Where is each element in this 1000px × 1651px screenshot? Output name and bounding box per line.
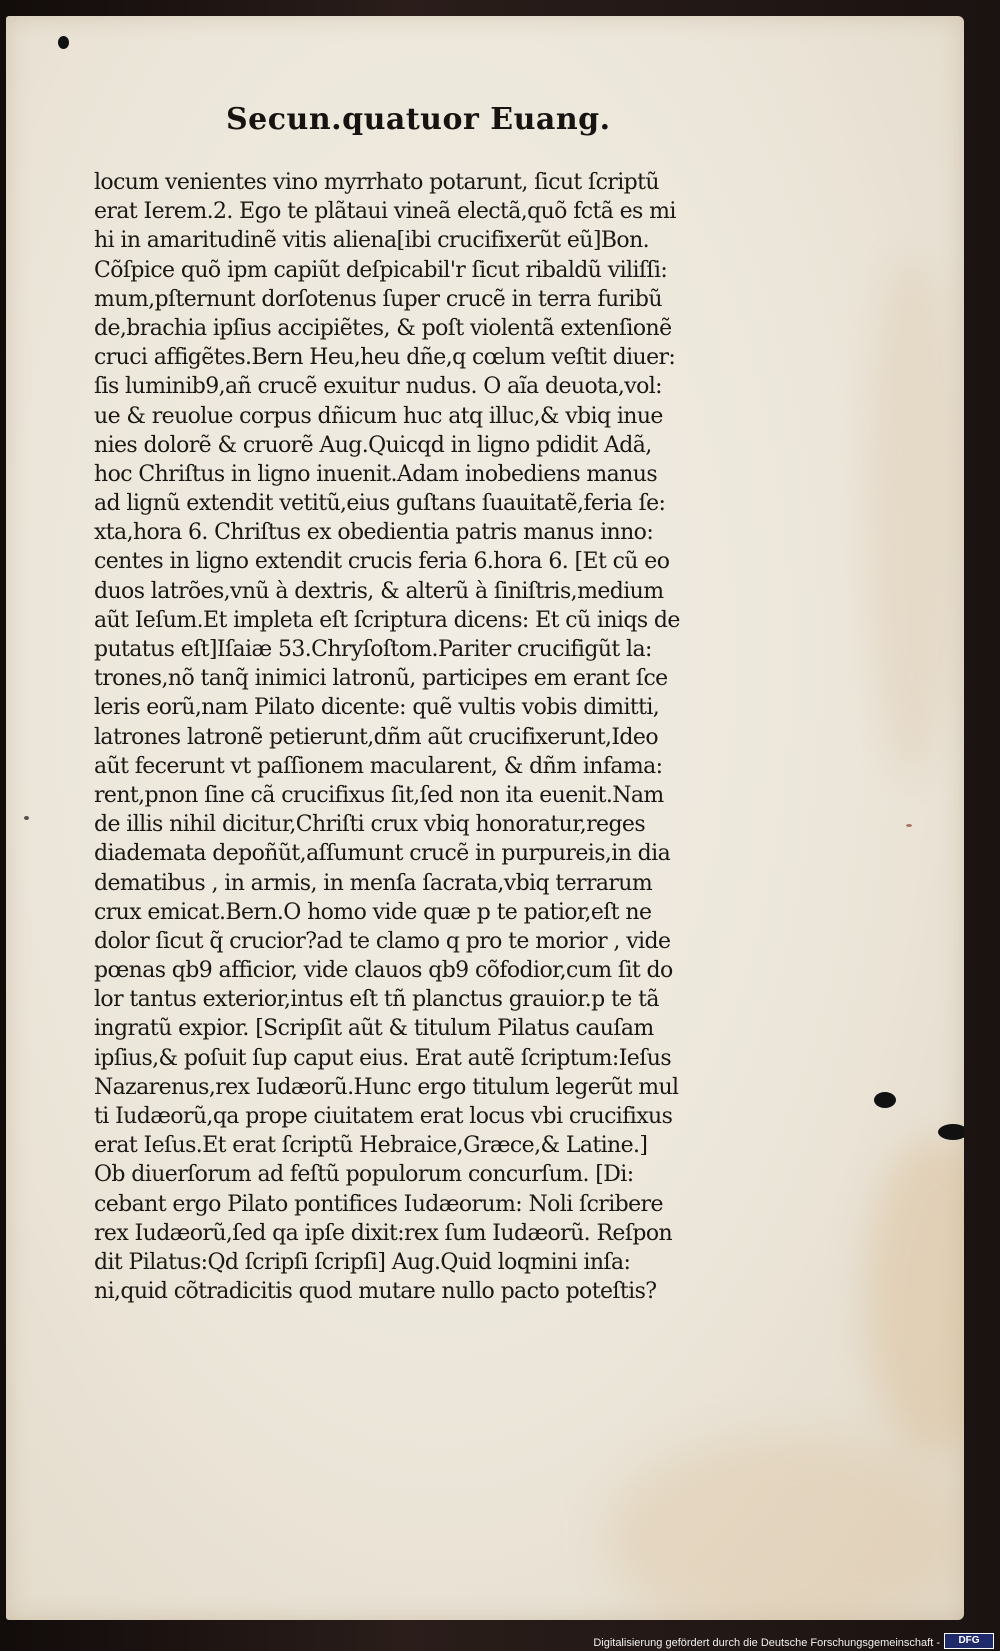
text-line: ſis luminib9,añ crucẽ exuitur nudus. O aĩa deuota,vol: bbox=[94, 374, 662, 400]
text-line: leris eorũ,nam Pilato dicente: quẽ vultis vobis dimitti, bbox=[94, 695, 660, 721]
text-line: rent,pnon ſine cã crucifixus ſit,ſed non ita euenit.Nam bbox=[94, 782, 664, 808]
text-line: pœnas qb9 afficior, vide clauos qb9 cõfodior,cum ſit do bbox=[94, 958, 673, 984]
text-line: ad lignũ extendit vetitũ,eius guſtans ſuauitatẽ,feria ſe: bbox=[94, 491, 666, 517]
text-line: xta,hora 6. Chriſtus ex obedientia patris manus inno: bbox=[94, 520, 654, 546]
text-line: Ob diuerſorum ad feſtũ populorum concurſum. [Di: bbox=[94, 1162, 634, 1188]
water-stain bbox=[606, 1436, 964, 1620]
text-line: duos latrões,vnũ à dextris, & alterũ à ſiniſtris,medium bbox=[94, 578, 664, 604]
text-line: Nazarenus,rex Iudæorũ.Hunc ergo titulum legerũt mul bbox=[94, 1074, 679, 1100]
digitization-credit: Digitalisierung gefördert durch die Deutsche Forschungsgemeinschaft - bbox=[593, 1637, 940, 1649]
ink-spot bbox=[938, 1124, 964, 1140]
text-line: locum venientes vino myrrhato potarunt, ſicut ſcriptũ bbox=[94, 170, 659, 195]
book-page bbox=[6, 16, 964, 1620]
running-head: Secun.quatuor Euang. bbox=[226, 102, 611, 137]
text-line: erat Ieſus.Et erat ſcriptũ Hebraice,Græce,& Latine.] bbox=[94, 1133, 648, 1159]
text-line: lor tantus exterior,intus eſt tñ planctus grauior.p te tã bbox=[94, 987, 659, 1013]
text-line: rex Iudæorũ,ſed qa ipſe dixit:rex ſum Iudæorũ. Reſpon bbox=[94, 1220, 673, 1246]
text-line: dematibus , in armis, in menſa ſacrata,vbiq terrarum bbox=[94, 870, 653, 896]
text-line: trones,nõ tanq̃ inimici latronũ, participes em erant ſce bbox=[94, 666, 668, 692]
text-line: mum,pſternunt dorſotenus ſuper crucẽ in terra furibũ bbox=[94, 286, 662, 312]
text-line: dolor ſicut q̃ crucior?ad te clamo q pro te morior , vide bbox=[94, 928, 671, 954]
text-line: crux emicat.Bern.O homo vide quæ p te patior,eſt ne bbox=[94, 899, 652, 925]
text-line: ni,quid cõtradicitis quod mutare nullo pacto poteſtis? bbox=[94, 1279, 657, 1305]
text-line: Cõſpice quõ ipm capiũt deſpicabil'r ſicut ribaldũ viliſſi: bbox=[94, 257, 668, 283]
text-line: putatus eſt]Iſaiæ 53.Chryſoſtom.Pariter crucifigũt la: bbox=[94, 637, 652, 662]
text-line: nies dolorẽ & cruorẽ Aug.Quicqd in ligno pdidit Adã, bbox=[94, 432, 652, 458]
text-line: erat Ierem.2. Ego te plãtaui vineã electã,quõ fctã es mi bbox=[94, 199, 676, 225]
text-line: de illis nihil dicitur,Chriſti crux vbiq honoratur,reges bbox=[94, 812, 646, 838]
text-line: cebant ergo Pilato pontifices Iudæorum: Noli ſcribere bbox=[94, 1191, 663, 1217]
text-line: de,brachia ipſius accipiẽtes, & poſt violentã extenſionẽ bbox=[94, 315, 672, 341]
text-line: aũt Ieſum.Et impleta eſt ſcriptura dicens: Et cũ iniqs de bbox=[94, 607, 680, 633]
text-line: ingratũ expior. [Scripſit aũt & titulum Pilatus cauſam bbox=[94, 1016, 654, 1042]
text-line: dit Pilatus:Qd ſcripſi ſcripſi] Aug.Quid loqmini inſa: bbox=[94, 1249, 631, 1275]
text-line: centes in ligno extendit crucis feria 6.hora 6. [Et cũ eo bbox=[94, 549, 670, 575]
text-line: aũt fecerunt vt paſſionem macularent, & dñm infama: bbox=[94, 753, 663, 779]
text-line: cruci affigẽtes.Bern Heu,heu dñe,q cœlum veſtit diuer: bbox=[94, 345, 676, 371]
dfg-logo: DFG bbox=[944, 1633, 994, 1649]
body-text bbox=[94, 168, 884, 1306]
text-line: ue & reuolue corpus dñicum huc atq illuc,& vbiq inue bbox=[94, 403, 663, 429]
text-line: latrones latronẽ petierunt,dñm aũt crucifixerunt,Ideo bbox=[94, 724, 658, 750]
ink-spot bbox=[58, 36, 69, 49]
text-line: ti Iudæorũ,qa prope ciuitatem erat locus vbi crucifixus bbox=[94, 1104, 673, 1129]
text-line: hi in amaritudinẽ vitis aliena[ibi crucifixerũt eũ]Bon. bbox=[94, 228, 650, 254]
ink-speck bbox=[906, 824, 912, 827]
text-line: ipſius,& poſuit ſup caput eius. Erat autẽ ſcriptum:Ieſus bbox=[94, 1045, 672, 1071]
text-line: diademata depoñũt,aſſumunt crucẽ in purpureis,in dia bbox=[94, 841, 671, 867]
text-line: hoc Chriſtus in ligno inuenit.Adam inobediens manus bbox=[94, 461, 658, 487]
ink-speck bbox=[24, 816, 29, 820]
